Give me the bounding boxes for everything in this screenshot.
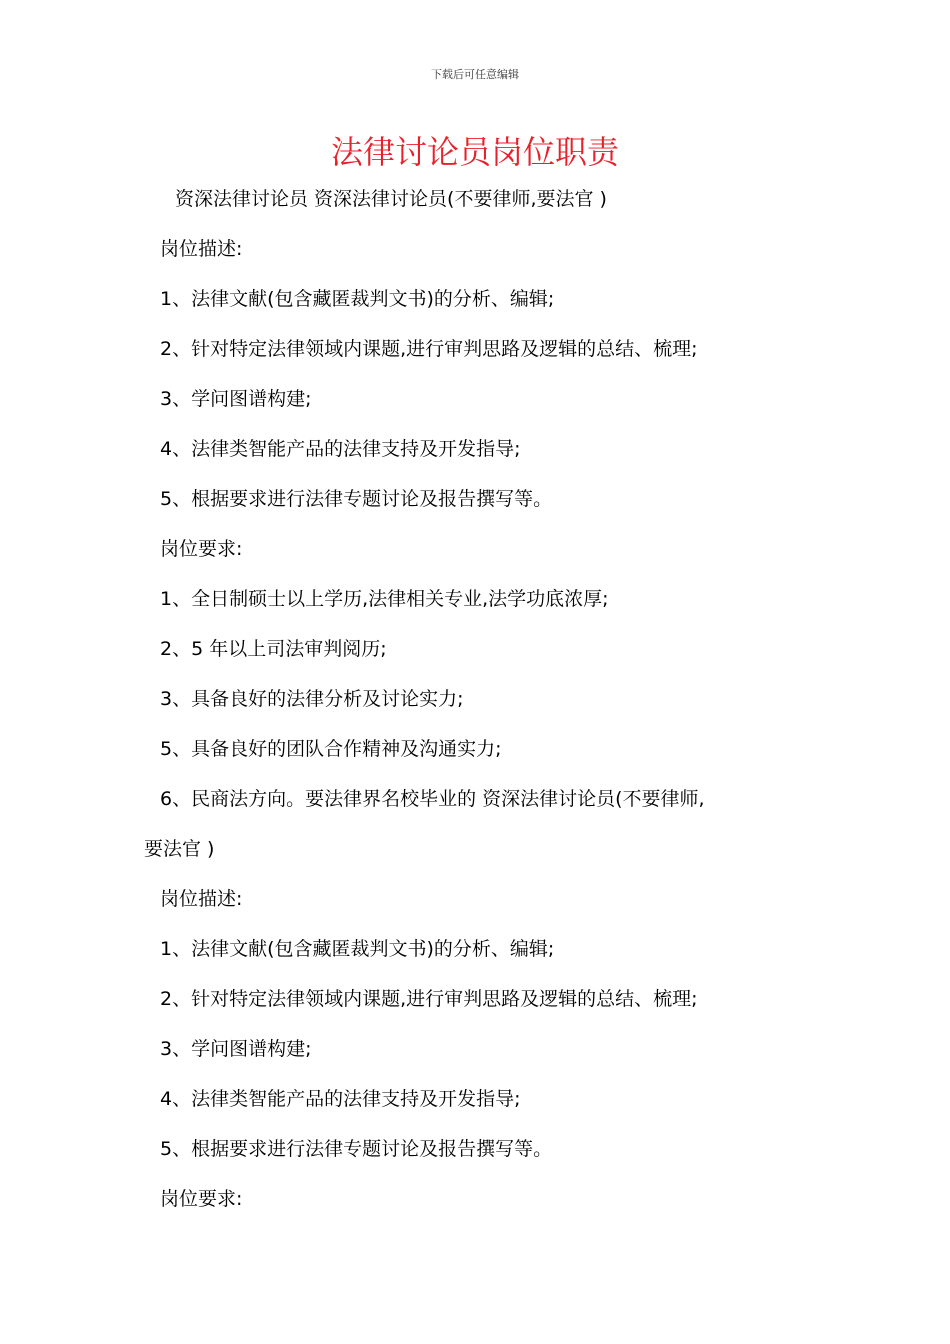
section-heading-requirements: 岗位要求: — [160, 1188, 243, 1210]
intro-line: 资深法律讨论员 资深法律讨论员(不要律师,要法官 ) — [175, 188, 607, 210]
list-item: 4、法律类智能产品的法律支持及开发指导; — [160, 438, 521, 460]
list-item: 1、法律文献(包含藏匿裁判文书)的分析、编辑; — [160, 288, 555, 310]
list-item-continuation: 要法官 ) — [144, 838, 215, 860]
list-item: 5、具备良好的团队合作精神及沟通实力; — [160, 738, 502, 760]
list-item: 4、法律类智能产品的法律支持及开发指导; — [160, 1088, 521, 1110]
list-item: 1、法律文献(包含藏匿裁判文书)的分析、编辑; — [160, 938, 555, 960]
list-item: 5、根据要求进行法律专题讨论及报告撰写等。 — [160, 488, 553, 510]
document-title: 法律讨论员岗位职责 — [330, 133, 619, 171]
list-item: 1、全日制硕士以上学历,法律相关专业,法学功底浓厚; — [160, 588, 609, 610]
list-item: 3、具备良好的法律分析及讨论实力; — [160, 688, 464, 710]
list-item: 6、民商法方向。要法律界名校毕业的 资深法律讨论员(不要律师, — [160, 788, 705, 810]
list-item: 3、学问图谱构建; — [160, 388, 312, 410]
list-item: 5、根据要求进行法律专题讨论及报告撰写等。 — [160, 1138, 553, 1160]
page-header-note: 下载后可任意编辑 — [431, 68, 519, 81]
section-heading-description: 岗位描述: — [160, 888, 243, 910]
section-heading-requirements: 岗位要求: — [160, 538, 243, 560]
list-item: 2、针对特定法律领域内课题,进行审判思路及逻辑的总结、梳理; — [160, 338, 698, 360]
section-heading-description: 岗位描述: — [160, 238, 243, 260]
list-item: 2、针对特定法律领域内课题,进行审判思路及逻辑的总结、梳理; — [160, 988, 698, 1010]
list-item: 2、5 年以上司法审判阅历; — [160, 638, 387, 660]
list-item: 3、学问图谱构建; — [160, 1038, 312, 1060]
